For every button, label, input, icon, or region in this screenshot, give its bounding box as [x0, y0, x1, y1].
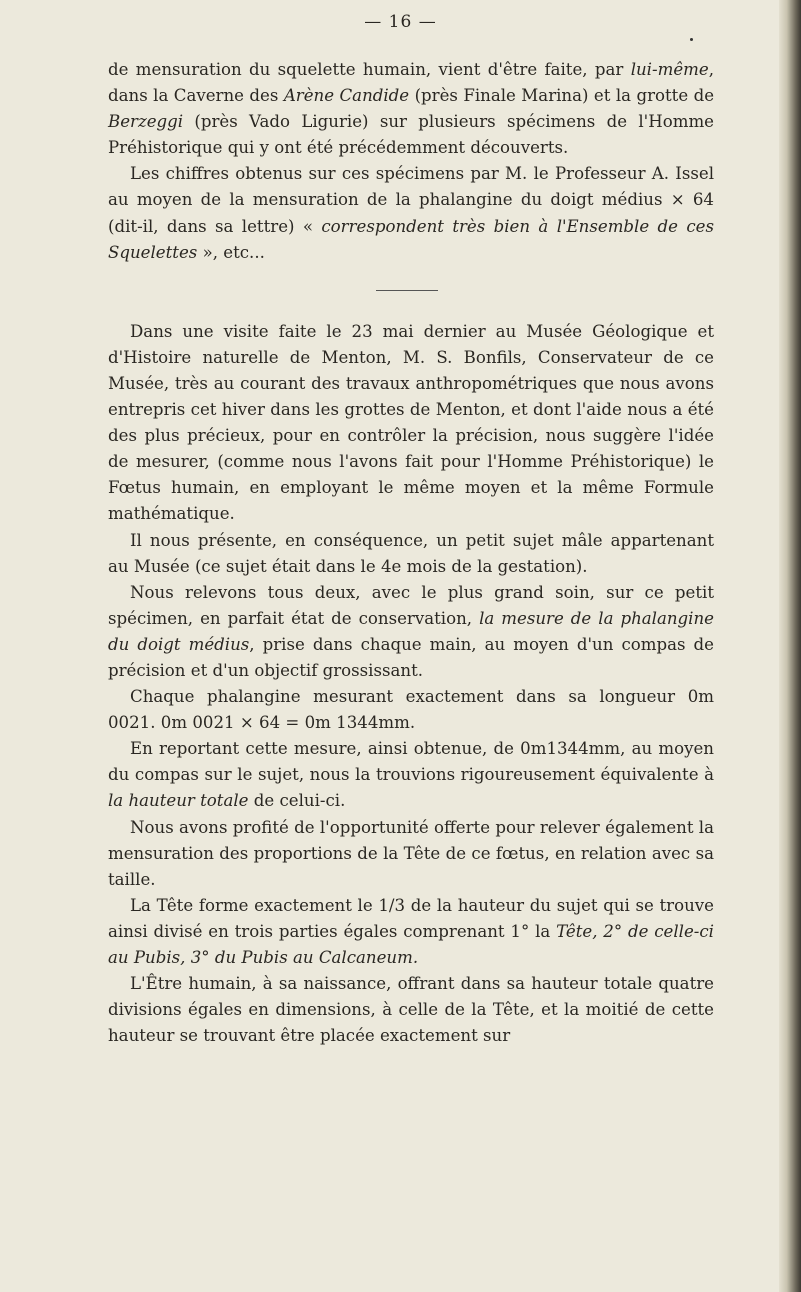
paragraph [108, 580, 714, 684]
text-run: Chaque phalangine mesurant exactement dans sa longueur 0m 0021. 0m 0021 × 64 = 0m 1344mm. [108, 687, 714, 733]
paragraph [108, 319, 714, 528]
paragraph [108, 893, 714, 971]
text-run: La Tête forme exactement le 1/3 de la hauteur du sujet qui se trouve ainsi divisé en trois parties égales comprenant 1° la [108, 895, 714, 941]
paragraph [108, 736, 714, 814]
text-run: Les chiffres obtenus sur ces spécimens par M. le Professeur A. Issel au moyen de la mensuration de la phalangine du doigt médius × 64 (dit-il, dans sa lettre) « [108, 164, 714, 236]
page-body [108, 57, 714, 1049]
text-run: (près Finale Marina) et la grotte de [409, 86, 715, 106]
text-run: Nous relevons tous deux, avec le plus grand soin, sur ce petit spécimen, en parfait état de conservation, [108, 582, 714, 628]
text-run: », etc... [197, 242, 265, 262]
italic-text: la hauteur totale [108, 791, 249, 811]
text-run: de celui-ci. [248, 791, 346, 811]
italic-text: Tête, 2° de celle-ci au Pubis, 3° du Pubis au Calcaneum. [108, 921, 714, 967]
text-run: de mensuration du squelette humain, vient d'être faite, par [108, 60, 631, 79]
page-edge-shadow [779, 0, 801, 1292]
text-run: Nous avons profité de l'opportunité offerte pour relever également la mensuration des proportions de la Tête de ce fœtus, en relation avec sa taille. [108, 817, 714, 889]
paragraph [108, 971, 714, 1049]
text-run: , dans la Caverne des [108, 60, 714, 106]
text-run: L'Être humain, à sa naissance, offrant dans sa hauteur totale quatre divisions égales en dimensions, à celle de la Tête, et la moitié de cette hauteur se trouvant être placée exactement sur [108, 974, 714, 1046]
paragraph [108, 684, 714, 736]
text-run: (près Vado Ligurie) sur plusieurs spécimens de l'Homme Préhistorique qui y ont été précédemment découverts. [108, 112, 714, 158]
italic-text: correspondent très bien à l'Ensemble de ces Squelettes [108, 216, 714, 262]
italic-text: Berzeggi [108, 112, 184, 132]
page-number: — 16 — [364, 12, 437, 32]
section-divider [376, 290, 438, 291]
section-before-rule [108, 57, 714, 266]
paragraph [108, 528, 714, 580]
ink-speck [690, 38, 693, 41]
italic-text: la mesure de la phalangine du doigt médius [108, 608, 714, 654]
paragraph [108, 161, 714, 265]
italic-text: Arène Candide [283, 86, 410, 106]
text-run: , prise dans chaque main, au moyen d'un compas de précision et d'un objectif grossissant. [108, 634, 714, 680]
paragraph [108, 57, 714, 161]
text-run: En reportant cette mesure, ainsi obtenue, de 0m1344mm, au moyen du compas sur le sujet, nous la trouvions rigoureusement équivalente à [108, 739, 714, 785]
text-run: Dans une visite faite le 23 mai dernier au Musée Géologique et d'Histoire naturelle de Menton, M. S. Bonfils, Conservateur de ce Musée, très au courant des travaux anthropométriques que nous avons entrepris cet hiver dans les grottes de Menton, et dont l'aide nous a été des plus précieux, pour en contrôler la précision, nous suggère l'idée de mesurer, (comme nous l'avons fait pour l'Homme Préhistorique) le Fœtus humain, en employant le même moyen et la même Formule mathématique. [108, 321, 714, 524]
paragraph [108, 815, 714, 893]
text-run: Il nous présente, en conséquence, un petit sujet mâle appartenant au Musée (ce sujet était dans le 4e mois de la gestation). [108, 530, 714, 576]
section-after-rule [108, 319, 714, 1050]
italic-text: lui-même [630, 60, 709, 79]
